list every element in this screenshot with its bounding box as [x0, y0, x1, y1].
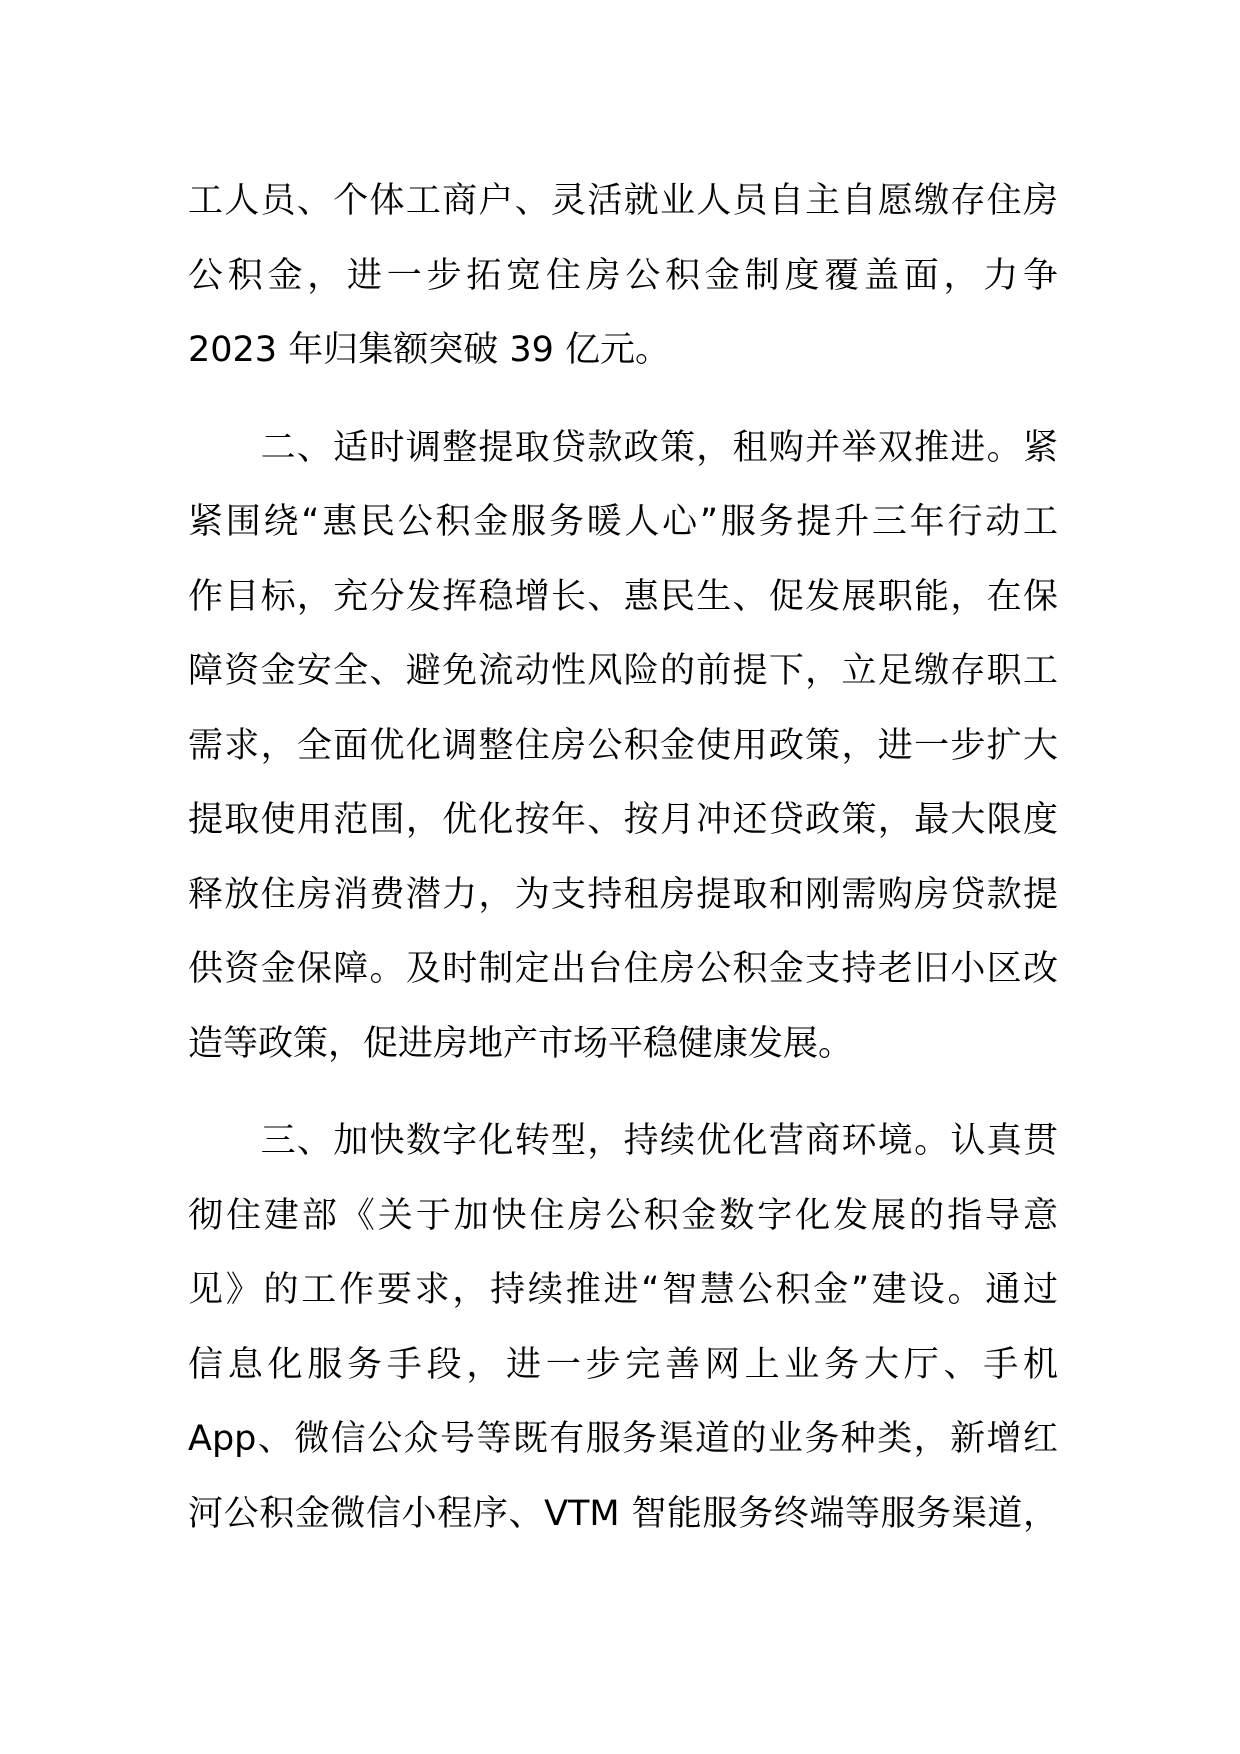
- text-line: 河公积金微信小程序、VTM 智能服务终端等服务渠道，: [188, 1493, 1058, 1534]
- paragraph-3: [188, 1104, 1058, 1551]
- text-line: 需求，全面优化调整住房公积金使用政策，进一步扩大: [188, 725, 1058, 766]
- text-line: 造等政策，促进房地产市场平稳健康发展。: [188, 1023, 854, 1064]
- paragraph-spacer: [188, 388, 1058, 411]
- text-line: 工人员、个体工商户、灵活就业人员自主自愿缴存住房: [188, 181, 1058, 221]
- paragraph-1: [188, 164, 1058, 388]
- text-line: 供资金保障。及时制定出台住房公积金支持老旧小区改: [188, 949, 1058, 989]
- paragraph-spacer: [188, 1081, 1058, 1104]
- text-line: App、微信公众号等既有服务渠道的业务种类，新增红: [188, 1419, 1058, 1459]
- text-line: 三、加快数字化转型，持续优化营商环境。认真贯: [188, 1121, 1058, 1161]
- document-body: [188, 164, 1058, 1551]
- text-line: 提取使用范围，优化按年、按月冲还贷政策，最大限度: [188, 800, 1058, 840]
- text-line: 紧围绕“惠民公积金服务暖人心”服务提升三年行动工: [188, 502, 1058, 542]
- text-line: 公积金，进一步拓宽住房公积金制度覆盖面，力争: [188, 255, 1058, 296]
- paragraph-2: [188, 411, 1058, 1082]
- text-line: 释放住房消费潜力，为支持租房提取和刚需购房贷款提: [188, 874, 1058, 915]
- text-line: 2023 年归集额突破 39 亿元。: [188, 330, 670, 370]
- text-line: 彻住建部《关于加快住房公积金数字化发展的指导意: [188, 1195, 1058, 1236]
- text-line: 二、适时调整提取贷款政策，租购并举双推进。紧: [188, 427, 1058, 468]
- text-line: 见》的工作要求，持续推进“智慧公积金”建设。通过: [188, 1270, 1058, 1310]
- text-line: 信息化服务手段，进一步完善网上业务大厅、手机: [188, 1344, 1058, 1385]
- text-line: 作目标，充分发挥稳增长、惠民生、促发展职能，在保: [188, 576, 1058, 617]
- text-line: 障资金安全、避免流动性风险的前提下，立足缴存职工: [188, 651, 1058, 691]
